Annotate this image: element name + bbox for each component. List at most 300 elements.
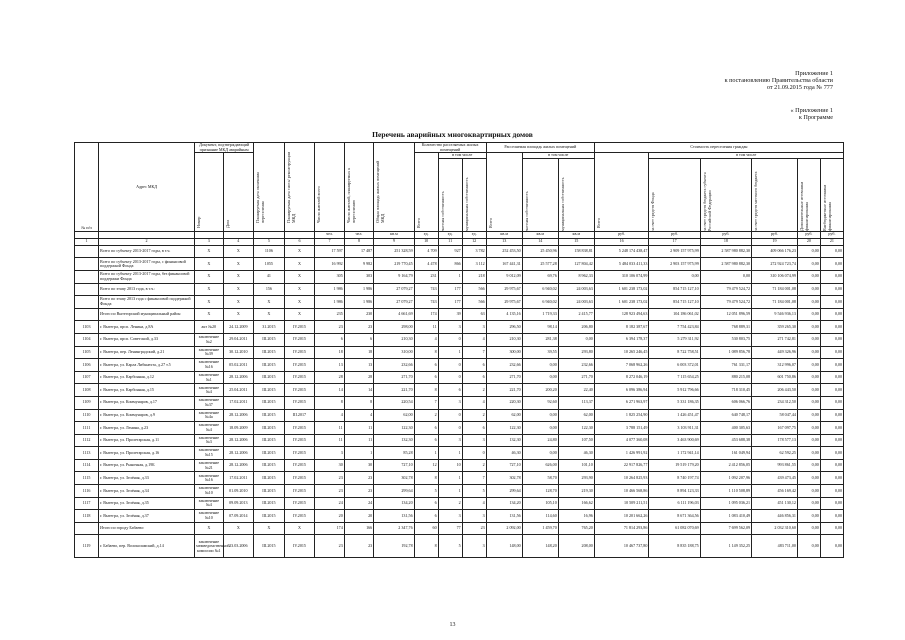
unit-cell: [195, 231, 223, 238]
col-rooms-total-header: Всего: [415, 217, 421, 228]
table-cell: Х: [195, 283, 223, 296]
table-cell: 39,55: [522, 346, 558, 359]
table-cell: 6 271 963,97: [594, 396, 649, 409]
col-doc-number-header: Номер: [196, 216, 202, 228]
table-row: [75, 283, 844, 296]
table-cell: III.2015: [254, 409, 285, 422]
table-cell: 1 986: [315, 296, 344, 309]
table-cell: IV.2015: [284, 447, 315, 460]
table-cell: 28: [315, 371, 344, 384]
table-cell: 2: [462, 384, 486, 397]
table-cell: акт №20: [195, 321, 223, 334]
table-cell: 174: [414, 308, 438, 321]
table-cell: 8 272 046,19: [594, 371, 649, 384]
table-cell: 601 750,86: [752, 371, 798, 384]
table-cell: 24 003,63: [558, 283, 594, 296]
table-cell: заключение №1: [195, 371, 223, 384]
table-cell: 14: [315, 384, 344, 397]
table-cell: 0,00: [522, 422, 558, 435]
table-cell: IV.2015: [284, 422, 315, 435]
table-cell: 5 331 186,35: [649, 396, 700, 409]
column-number-cell: 3: [195, 238, 223, 245]
table-cell: заключение №4: [195, 422, 223, 435]
table-cell: 271 742,81: [752, 333, 798, 346]
table-cell: Всего по этапу 2013 года с финансовой поддержкой Фонда: [99, 296, 195, 309]
column-number-cell: 18: [700, 238, 751, 245]
table-cell: 28.12.2006: [223, 459, 254, 472]
table-cell: 221,70: [374, 384, 414, 397]
table-row: [75, 270, 844, 283]
table-cell: III.2015: [254, 359, 285, 372]
table-cell: 5 279 311,92: [649, 333, 700, 346]
table-cell: 23: [315, 535, 344, 558]
col-address-header: Адрес МКД: [99, 143, 195, 232]
table-cell: 8: [344, 396, 373, 409]
table-cell: 12: [414, 459, 438, 472]
table-cell: 10 264 825,93: [594, 472, 649, 485]
unit-cell: [99, 231, 195, 238]
table-cell: 1117: [75, 497, 99, 510]
table-cell: 28.12.2006: [223, 409, 254, 422]
table-cell: 0,00: [820, 359, 843, 372]
table-cell: Х: [284, 296, 315, 309]
table-cell: 718 310,45: [700, 384, 751, 397]
table-cell: 221,70: [486, 384, 522, 397]
table-cell: 302,78: [374, 472, 414, 485]
table-cell: г. Вытегра, ул. Зелёная, д.35: [99, 497, 195, 510]
table-cell: 281,38: [522, 333, 558, 346]
table-cell: III.2015: [254, 510, 285, 523]
table-cell: 566: [462, 283, 486, 296]
table-cell: 1 110 508,89: [700, 485, 751, 498]
table-cell: Х: [284, 522, 315, 535]
table-cell: 79 479 524,72: [700, 296, 751, 309]
table-cell: IV.2015: [284, 384, 315, 397]
table-cell: 5: [414, 485, 438, 498]
table-cell: 161 049,94: [700, 447, 751, 460]
table-cell: Х: [195, 258, 223, 271]
table-cell: 0,00: [797, 283, 820, 296]
table-row: [75, 485, 844, 498]
table-cell: 0,00: [820, 472, 843, 485]
table-cell: 128,70: [522, 485, 558, 498]
table-cell: IV.2015: [284, 321, 315, 334]
table-cell: 232,66: [558, 359, 594, 372]
table-cell: 6 394 178,37: [594, 333, 649, 346]
table-cell: 41: [254, 270, 285, 283]
table-cell: 727,10: [486, 459, 522, 472]
table-cell: 104 186 061,02: [649, 308, 700, 321]
program-ref-line: « Приложение 1: [790, 107, 833, 114]
table-cell: 4: [462, 497, 486, 510]
table-cell: 58,70: [522, 472, 558, 485]
table-cell: 6: [414, 371, 438, 384]
table-cell: 1119: [75, 535, 99, 558]
table-cell: заключение №16: [195, 359, 223, 372]
table-cell: Х: [223, 296, 254, 309]
col-doc-date-header: Дата: [224, 219, 230, 228]
table-row: [75, 459, 844, 472]
table-cell: 220,30: [486, 396, 522, 409]
table-cell: 0,00: [522, 409, 558, 422]
unit-cell: руб.: [820, 231, 843, 238]
appendix-line: к постановлению Правительства области: [724, 77, 833, 85]
unit-cell: ед.: [438, 231, 462, 238]
table-cell: 232,66: [486, 359, 522, 372]
table-cell: 3: [438, 321, 462, 334]
table-cell: 2 412 856,05: [700, 459, 751, 472]
table-cell: 1 083 410,49: [700, 510, 751, 523]
table-cell: 8: [414, 384, 438, 397]
table-cell: 2 347,76: [374, 522, 414, 535]
table-cell: 298,00: [374, 321, 414, 334]
column-number-cell: 13: [486, 238, 522, 245]
table-cell: 1 986: [344, 283, 373, 296]
table-cell: 6: [315, 333, 344, 346]
table-cell: 113,37: [558, 396, 594, 409]
table-cell: 1 986: [344, 296, 373, 309]
table-cell: г. Вытегра, прсп. Советский, д.33: [99, 333, 195, 346]
table-cell: 0,00: [522, 447, 558, 460]
table-cell: 0,00: [820, 447, 843, 460]
table-cell: заключение №16: [195, 472, 223, 485]
col-demolition-header: Планируемая дата сноса/ реконструкции МКД: [285, 151, 296, 223]
col-cost-total-header: Всего: [595, 217, 601, 228]
table-cell: 31.2015: [254, 321, 285, 334]
table-cell: 0,00: [797, 535, 820, 558]
table-cell: 17 487: [344, 245, 373, 258]
table-cell: 0,00: [522, 359, 558, 372]
table-cell: 7 699 562,09: [700, 522, 751, 535]
table-cell: 1 459,70: [522, 522, 558, 535]
column-numbers-row: [75, 238, 844, 245]
table-cell: 0,00: [820, 308, 843, 321]
unit-cell: [284, 231, 315, 238]
program-ref-block: [791, 107, 834, 121]
table-cell: 310 106 074,99: [594, 270, 649, 283]
table-cell: 0,00: [820, 346, 843, 359]
table-cell: 4 661,69: [374, 308, 414, 321]
col-local-header: за счет средств местного бюджета: [753, 171, 759, 231]
table-cell: 854 715 127,10: [649, 283, 700, 296]
table-cell: 1: [438, 485, 462, 498]
col-fund-header: за счет средств Фонда: [650, 192, 656, 231]
table-cell: 1: [438, 346, 462, 359]
table-cell: заключение №10: [195, 485, 223, 498]
table-cell: 3 112: [462, 258, 486, 271]
table-cell: г. Вытегра, ул. Пролетарская, д.11: [99, 434, 195, 447]
table-cell: 10 467 737,80: [594, 535, 649, 558]
table-cell: 0,00: [797, 422, 820, 435]
table-cell: 439 473,45: [752, 472, 798, 485]
table-cell: 6: [414, 422, 438, 435]
table-cell: 1111: [75, 422, 99, 435]
table-cell: 20: [315, 510, 344, 523]
table-cell: 0,00: [797, 396, 820, 409]
table-cell: 312 996,07: [752, 359, 798, 372]
table-cell: 62 592,25: [752, 447, 798, 460]
table-cell: 58 047,44: [752, 409, 798, 422]
table-cell: 28.12.2006: [223, 447, 254, 460]
table-cell: 4 135,16: [486, 308, 522, 321]
table-cell: 29 975,67: [486, 296, 522, 309]
table-cell: 3 782: [462, 245, 486, 258]
table-cell: 62,00: [486, 409, 522, 422]
col-rooms-municipal-header: муниципальная собственность: [463, 177, 469, 231]
table-cell: 71 814 293,86: [594, 522, 649, 535]
table-cell: Х: [254, 296, 285, 309]
table-cell: 0: [438, 409, 462, 422]
table-cell: 1113: [75, 447, 99, 460]
table-cell: 9 164,79: [374, 270, 414, 283]
table-cell: IV.2015: [284, 535, 315, 558]
table-cell: 192,78: [374, 535, 414, 558]
table-cell: 13: [344, 359, 373, 372]
table-cell: 2: [462, 459, 486, 472]
table-cell: 148,00: [486, 535, 522, 558]
column-number-cell: 5: [254, 238, 285, 245]
col-area-group-header: Расселяемая площадь жилых помещений: [486, 143, 594, 153]
table-cell: 456 169,42: [752, 485, 798, 498]
table-cell: 1 149 352,25: [700, 535, 751, 558]
table-cell: 768 889,31: [700, 321, 751, 334]
table-cell: 132,30: [374, 434, 414, 447]
table-cell: 17.02.2011: [223, 472, 254, 485]
table-cell: 0,00: [797, 321, 820, 334]
table-cell: 128 923 494,63: [594, 308, 649, 321]
table-cell: 0,00: [797, 434, 820, 447]
table-cell: Х: [284, 283, 315, 296]
table-cell: IV.2015: [284, 485, 315, 498]
table-cell: IV.2015: [284, 359, 315, 372]
table-cell: 299,64: [374, 485, 414, 498]
table-cell: 231: [414, 270, 438, 283]
table-cell: 77: [438, 522, 462, 535]
table-cell: 17.02.2011: [223, 396, 254, 409]
table-cell: Всего по этапу 2013 года, в т.ч.:: [99, 283, 195, 296]
table-cell: 7 115 654,25: [649, 371, 700, 384]
table-cell: 409 066 176,23: [752, 245, 798, 258]
table-cell: 640 748,17: [700, 409, 751, 422]
table-cell: 166: [344, 522, 373, 535]
table-cell: 156: [254, 283, 285, 296]
table-cell: 1 095 036,21: [700, 497, 751, 510]
table-row: [75, 396, 844, 409]
table-cell: 305: [315, 270, 344, 283]
table-cell: 98,14: [522, 321, 558, 334]
table-cell: 131,56: [486, 510, 522, 523]
table-cell: 743: [414, 283, 438, 296]
table-cell: 0,00: [797, 522, 820, 535]
table-cell: [75, 522, 99, 535]
column-number-cell: 19: [752, 238, 798, 245]
column-number-cell: 21: [820, 238, 843, 245]
table-cell: 2 032 310,60: [752, 522, 798, 535]
table-cell: 0,00: [797, 270, 820, 283]
table-cell: 0,00: [797, 245, 820, 258]
table-cell: 10 509 211,51: [594, 497, 649, 510]
table-cell: Всего по субъекту 2013-2017 годы, без финансовой поддержки Фонда: [99, 270, 195, 283]
table-cell: 60: [414, 522, 438, 535]
table-cell: 6: [414, 434, 438, 447]
table-cell: 122,30: [486, 422, 522, 435]
table-cell: 11: [344, 434, 373, 447]
table-cell: 7: [462, 472, 486, 485]
table-cell: 1107: [75, 371, 99, 384]
table-cell: 206,80: [558, 321, 594, 334]
table-cell: 1 426 991,92: [594, 447, 649, 460]
table-cell: 208,00: [558, 535, 594, 558]
table-cell: 16 992: [315, 258, 344, 271]
table-cell: III.2015: [254, 384, 285, 397]
table-cell: 449 326,96: [752, 346, 798, 359]
table-cell: 8 722 758,51: [649, 346, 700, 359]
column-number-cell: 12: [462, 238, 486, 245]
table-cell: г. Вытегра, ул. Зелёная, д.34: [99, 485, 195, 498]
column-number-cell: 8: [344, 238, 373, 245]
table-cell: 0,00: [797, 472, 820, 485]
table-cell: Х: [223, 258, 254, 271]
col-area-header: Общая площадь жилых помещений МКД: [375, 160, 386, 223]
table-cell: 24: [344, 497, 373, 510]
table-cell: 29 975,67: [486, 283, 522, 296]
col-rooms-private-header: частная собственность: [439, 191, 445, 231]
table-cell: 1104: [75, 333, 99, 346]
table-cell: 0,00: [700, 270, 751, 283]
table-cell: 252 453,50: [486, 245, 522, 258]
table-cell: IV.2015: [284, 371, 315, 384]
table-cell: 30.12.2010: [223, 346, 254, 359]
table-cell: 23: [315, 472, 344, 485]
table-cell: 178 577,13: [752, 434, 798, 447]
table-cell: 28: [344, 371, 373, 384]
table-cell: 23: [344, 485, 373, 498]
table-cell: 6: [344, 333, 373, 346]
table-cell: Х: [254, 522, 285, 535]
table-cell: 5: [462, 485, 486, 498]
table-cell: 219 770,45: [374, 258, 414, 271]
table-row: [75, 308, 844, 321]
table-cell: 2: [438, 497, 462, 510]
table-cell: 0,00: [820, 384, 843, 397]
table-cell: 293,80: [558, 346, 594, 359]
unit-cell: кв.м: [558, 231, 594, 238]
table-cell: 0,00: [797, 447, 820, 460]
unit-cell: ед.: [462, 231, 486, 238]
table-cell: 20: [344, 510, 373, 523]
table-cell: 0,00: [820, 409, 843, 422]
table-cell: заключение №21: [195, 459, 223, 472]
table-cell: III.2015: [254, 472, 285, 485]
table-cell: 8: [414, 346, 438, 359]
table-cell: 16,96: [558, 510, 594, 523]
table-cell: 10 466 568,86: [594, 485, 649, 498]
table-cell: 7: [414, 396, 438, 409]
table-cell: 6 940,02: [522, 283, 558, 296]
table-body: [75, 245, 844, 558]
table-cell: 0: [438, 333, 462, 346]
column-number-cell: 6: [284, 238, 315, 245]
table-cell: III.2015: [254, 434, 285, 447]
table-cell: 0,00: [820, 371, 843, 384]
table-cell: 0,00: [797, 296, 820, 309]
table-cell: 7 754 423,84: [649, 321, 700, 334]
table-cell: 2 587 980 882,30: [700, 245, 751, 258]
unit-cell: руб.: [594, 231, 649, 238]
table-cell: IV.2015: [284, 510, 315, 523]
table-cell: 8: [414, 472, 438, 485]
table-cell: IV.2015: [284, 434, 315, 447]
table-cell: 220,54: [374, 396, 414, 409]
table-cell: 11: [414, 321, 438, 334]
col-area-private-header: частная собственность: [523, 191, 529, 231]
table-cell: г. Вытегра, ул. Зелёная, д.33: [99, 472, 195, 485]
table-cell: Х: [195, 296, 223, 309]
table-cell: 210,30: [374, 333, 414, 346]
column-number-cell: 15: [558, 238, 594, 245]
table-cell: 9 012,09: [486, 270, 522, 283]
table-cell: 727,10: [374, 459, 414, 472]
table-cell: заключение №39: [195, 346, 223, 359]
table-cell: 4 077 360,08: [594, 434, 649, 447]
table-cell: 1 601 238 173,02: [594, 283, 649, 296]
table-cell: 0,00: [797, 409, 820, 422]
table-cell: г. Бабаево, пер. Волоколамский, д.14: [99, 535, 195, 558]
table-cell: 107,50: [558, 434, 594, 447]
table-cell: 293,90: [558, 472, 594, 485]
table-cell: 6: [462, 359, 486, 372]
table-row: [75, 434, 844, 447]
table-cell: 63: [462, 308, 486, 321]
table-cell: 3: [462, 510, 486, 523]
table-cell: IV.2015: [284, 472, 315, 485]
table-cell: 0,00: [820, 333, 843, 346]
table-cell: 3: [462, 321, 486, 334]
table-cell: 1 172 941,14: [649, 447, 700, 460]
table-cell: 0,00: [820, 497, 843, 510]
table-row: [75, 359, 844, 372]
table-cell: 761 331,17: [700, 359, 751, 372]
table-cell: Х: [195, 522, 223, 535]
table-row: [75, 296, 844, 309]
table-cell: 2: [414, 409, 438, 422]
column-number-cell: 4: [223, 238, 254, 245]
table-cell: 11: [315, 422, 344, 435]
table-cell: 30: [344, 459, 373, 472]
table-cell: 1110: [75, 409, 99, 422]
unit-cell: руб.: [752, 231, 798, 238]
table-cell: 0,00: [797, 371, 820, 384]
table-cell: 1 719,33: [522, 308, 558, 321]
table-cell: г. Вытегра, ул. Карбонная, д.15: [99, 384, 195, 397]
table-cell: [75, 270, 99, 283]
houses-table: [74, 142, 844, 558]
table-cell: 05.02.2011: [223, 359, 254, 372]
table-cell: 0,00: [820, 396, 843, 409]
table-cell: 0,00: [820, 510, 843, 523]
table-cell: 18: [344, 346, 373, 359]
table-cell: 400 305,63: [700, 422, 751, 435]
table-cell: 8 740 197,74: [649, 472, 700, 485]
cost-subgroup-header: в том числе: [649, 153, 844, 159]
col-rooms-group-header: Количество расселяемых жилых помещений: [414, 143, 486, 153]
table-cell: 8: [414, 535, 438, 558]
table-cell: 0,00: [797, 510, 820, 523]
table-cell: 11: [315, 434, 344, 447]
table-cell: 6: [414, 359, 438, 372]
table-row: [75, 535, 844, 558]
table-cell: 30: [315, 459, 344, 472]
